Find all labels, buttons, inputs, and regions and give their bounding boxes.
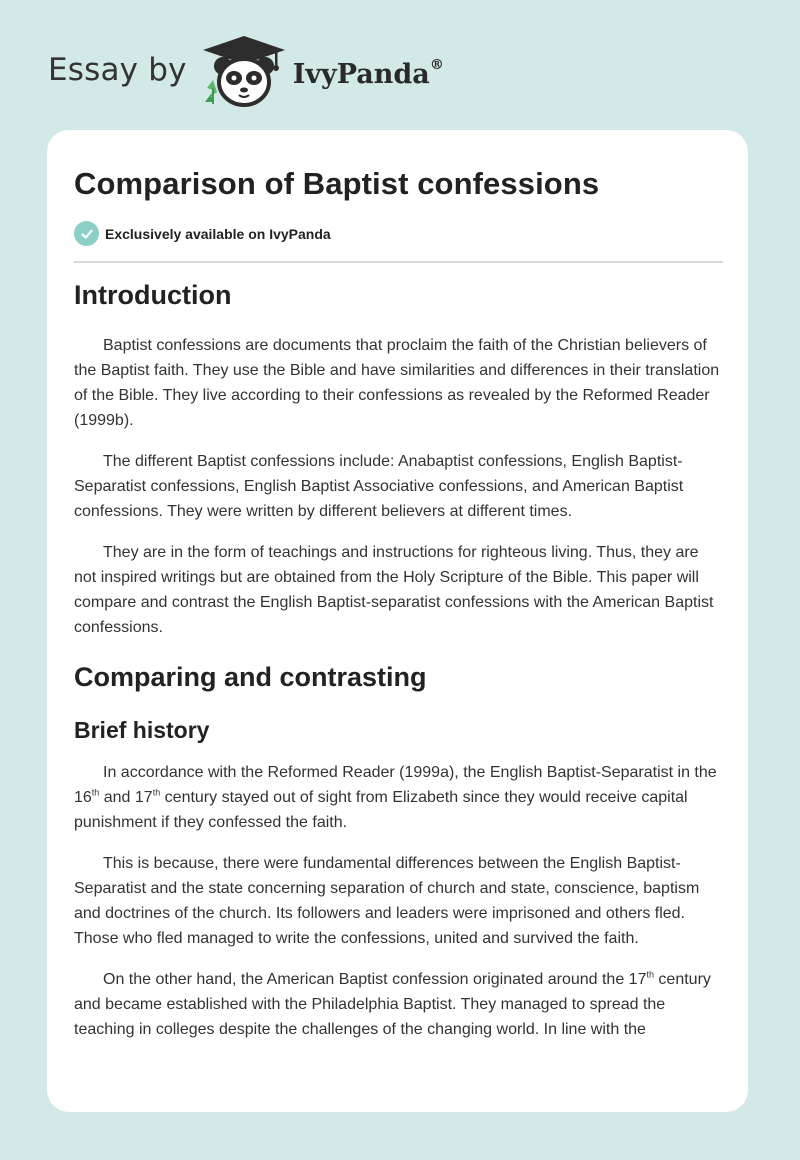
brand-name: IvyPanda® <box>292 56 444 90</box>
article-card <box>47 130 748 1112</box>
essay-by-label: Essay by <box>48 52 187 88</box>
paragraph: This is because, there were fundamental differences between the English Baptist-Separatist and the state concerning separation of church and state, conscience, baptism and doctrines of the church. Its followers and leaders were imprisoned and others fled. Those who fled managed to write the confessions, united and survived the faith. <box>74 855 700 947</box>
subsection-heading-history: Brief history <box>74 717 210 743</box>
exclusive-badge <box>74 221 331 246</box>
paragraph: Baptist confessions are documents that proclaim the faith of the Christian believers of the Baptist faith. They use the Bible and have similarities and differences in their translation of the Bible. They live according to their confessions as revealed by the Reformed Reader (1999b). <box>74 337 720 429</box>
article-body <box>74 280 723 1058</box>
paragraph: They are in the form of teachings and instructions for righteous living. Thus, they are not inspired writings but are obtained from the Holy Scripture of the Bible. This paper will compare and contrast the English Baptist-separatist confessions with the American Baptist confessions. <box>74 544 714 636</box>
paragraph: The different Baptist confessions include: Anabaptist confessions, English Baptist-Separatist confessions, English Baptist Associative confessions, and American Baptist confessions. They were written by different believers at different times. <box>74 453 684 520</box>
page-title: Comparison of Baptist confessions <box>74 166 600 201</box>
check-icon <box>74 221 99 246</box>
section-heading-comparing: Comparing and contrasting <box>74 662 427 692</box>
section-heading-introduction: Introduction <box>74 280 232 310</box>
paragraph: In accordance with the Reformed Reader (1999a), the English Baptist-Separatist in the 16th and 17th century stayed out of sight from Elizabeth since they would receive capital punishment if they confessed the faith. <box>74 764 717 831</box>
badge-label: Exclusively available on IvyPanda <box>105 225 331 242</box>
site-header <box>48 32 444 112</box>
ivypanda-logo-icon[interactable] <box>199 32 289 112</box>
paragraph: On the other hand, the American Baptist confession originated around the 17th century and became established with the Philadelphia Baptist. They managed to spread the teaching in colleges despite the challenges of the changing world. In line with the <box>74 969 711 1038</box>
title-divider <box>74 261 723 263</box>
